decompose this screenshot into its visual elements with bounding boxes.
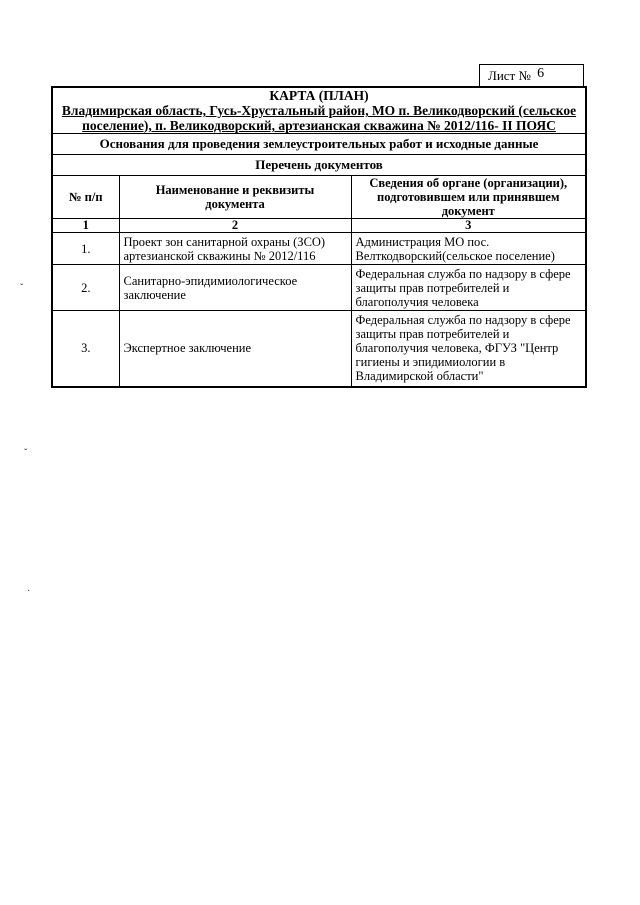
row-org: Федеральная служба по надзору в сфере защиты прав потребителей и благополучия человека, ФГУЗ "Центр гигиены и эпидимиологии в Владимирской области" <box>351 311 586 387</box>
row-name: Проект зон санитарной охраны (ЗСО) артезианской скважины № 2012/116 <box>119 233 351 265</box>
basis-heading: Основания для проведения землеустроительных работ и исходные данные <box>52 134 586 155</box>
basis-row <box>52 134 586 155</box>
row-num: 1. <box>52 233 119 265</box>
sheet-number: 6 <box>537 66 545 81</box>
column-header-num: № п/п <box>52 176 119 219</box>
row-num: 3. <box>52 311 119 387</box>
map-title: КАРТА (ПЛАН) <box>269 88 369 103</box>
column-header-org: Сведения об органе (организации), подготовившем или принявшем документ <box>351 176 586 219</box>
row-name: Экспертное заключение <box>119 311 351 387</box>
column-number: 1 <box>52 219 119 233</box>
row-org: Федеральная служба по надзору в сфере защиты прав потребителей и благополучия человека <box>351 265 586 311</box>
scan-speck: · <box>27 586 31 597</box>
row-org: Администрация МО пос. Велткодворский(сельское поселение) <box>351 233 586 265</box>
scan-speck: ˇ <box>24 448 28 459</box>
table-row <box>52 233 586 265</box>
sheet-label: Лист № <box>488 68 531 83</box>
column-number: 2 <box>119 219 351 233</box>
map-subtitle: Владимирская область, Гусь-Хрустальный район, МО п. Великодворский (сельское поселение), п. Великодворский, артезианская скважина № 2012/116- II ПОЯС <box>61 103 577 133</box>
scan-speck: ˇ <box>20 283 24 294</box>
documents-table <box>51 86 587 388</box>
table-row <box>52 265 586 311</box>
column-number: 3 <box>351 219 586 233</box>
title-row <box>52 87 586 134</box>
row-num: 2. <box>52 265 119 311</box>
sheet-number-box <box>479 64 584 86</box>
column-number-row <box>52 219 586 233</box>
table-row <box>52 311 586 387</box>
column-header-name: Наименование и реквизиты документа <box>119 176 351 219</box>
row-name: Санитарно-эпидимиологическое заключение <box>119 265 351 311</box>
map-title-cell <box>52 87 586 134</box>
list-heading: Перечень документов <box>52 155 586 176</box>
list-row <box>52 155 586 176</box>
column-header-row <box>52 176 586 219</box>
